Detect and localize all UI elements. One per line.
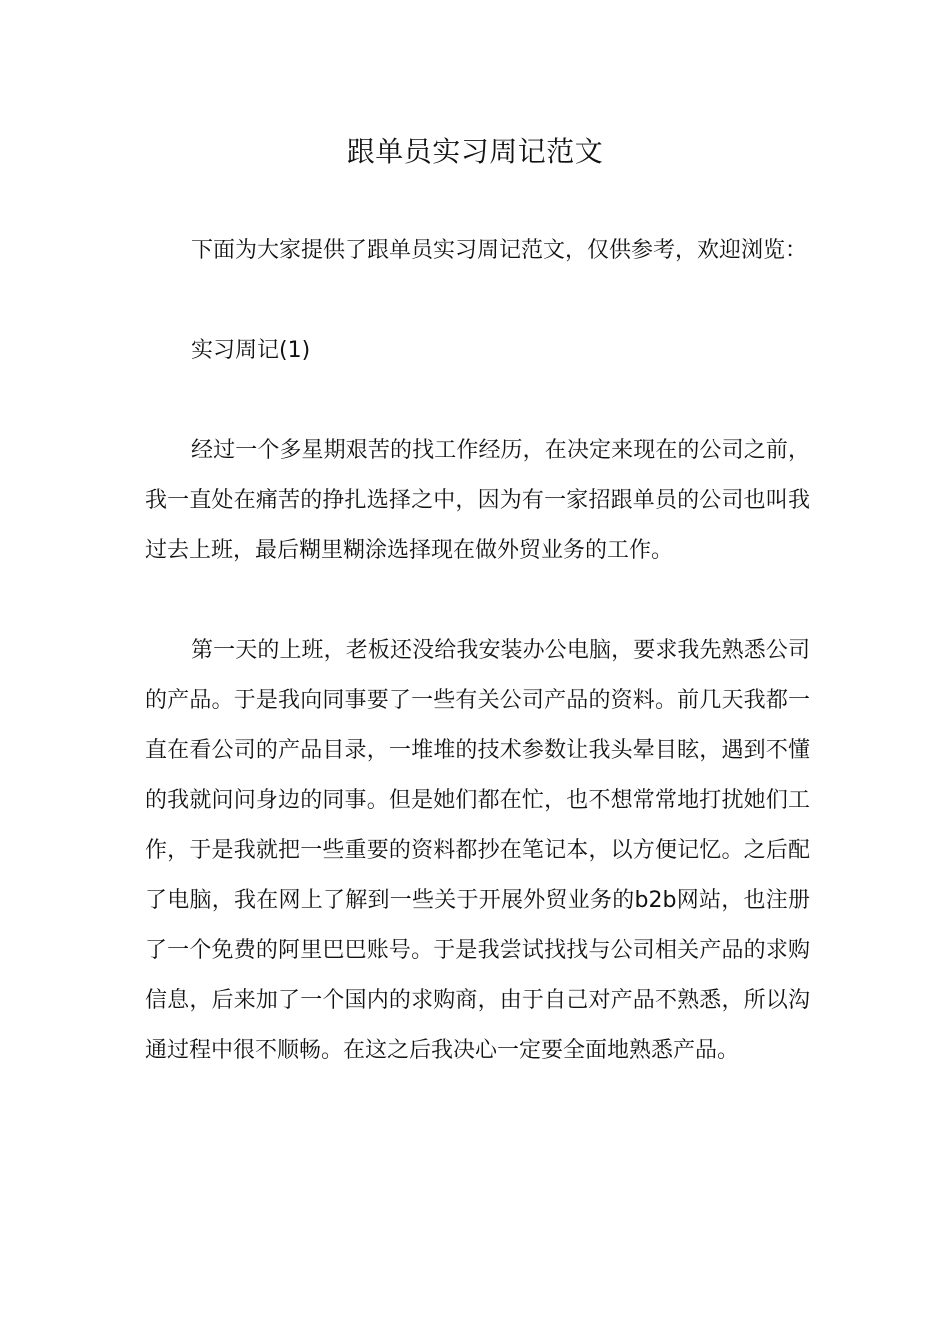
intro-paragraph: 下面为大家提供了跟单员实习周记范文，仅供参考，欢迎浏览： (191, 238, 808, 263)
body-paragraph-1: 经过一个多星期艰苦的找工作经历，在决定来现在的公司之前，我一直处在痛苦的挣扎选择之中，因为有一家招跟单员的公司也叫我过去上班，最后糊里糊涂选择现在做外贸业务的工作。 (145, 438, 810, 563)
document-body (145, 226, 810, 1076)
section-heading: 实习周记(1) (191, 338, 311, 363)
paragraph-spacer (145, 276, 810, 326)
body-paragraph-2: 第一天的上班，老板还没给我安装办公电脑，要求我先熟悉公司的产品。于是我向同事要了一些有关公司产品的资料。前几天我都一直在看公司的产品目录，一堆堆的技术参数让我头晕目眩，遇到不懂的我就问问身边的同事。但是她们都在忙，也不想常常地打扰她们工作，于是我就把一些重要的资料都抄在笔记本，以方便记忆。之后配了电脑，我在网上了解到一些关于开展外贸业务的b2b网站，也注册了一个免费的阿里巴巴账号。于是我尝试找找与公司相关产品的求购信息，后来加了一个国内的求购商，由于自己对产品不熟悉，所以沟通过程中很不顺畅。在这之后我决心一定要全面地熟悉产品。 (145, 638, 810, 1063)
document-title: 跟单员实习周记范文 (346, 135, 604, 168)
paragraph-spacer (145, 376, 810, 426)
paragraph-spacer (145, 576, 810, 626)
